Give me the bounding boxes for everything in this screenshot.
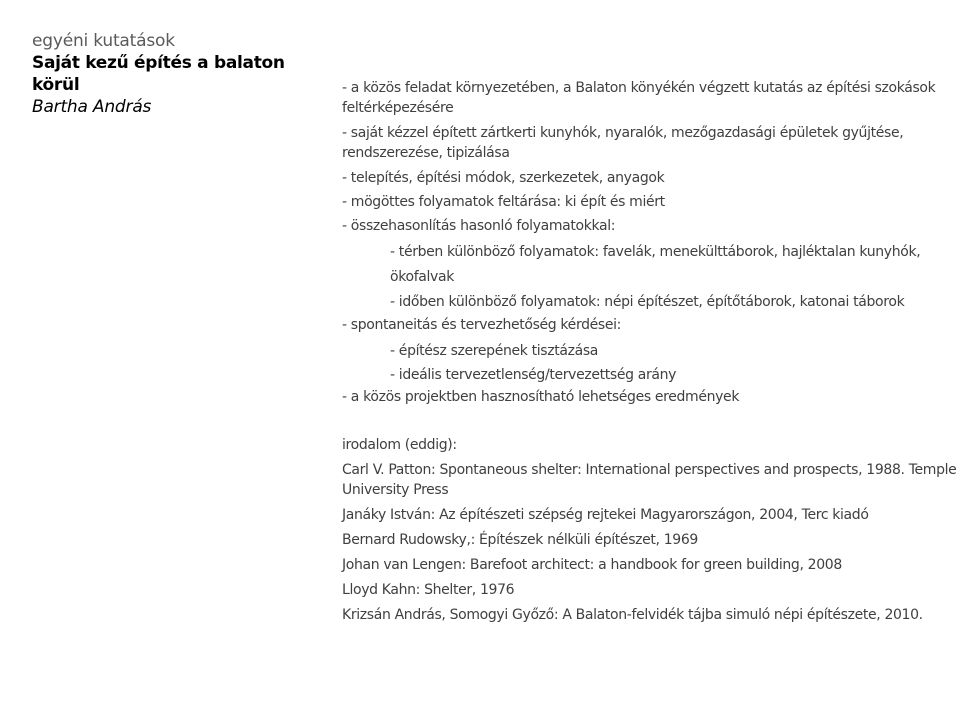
- point-item: - spontaneitás és tervezhetőség kérdései:: [342, 317, 622, 333]
- sub-point-item: - térben különböző folyamatok: favelák, menekülttáborok, hajléktalan kunyhók, ökofalvak: [390, 244, 921, 285]
- literature-ref: Lloyd Kahn: Shelter, 1976: [342, 582, 515, 598]
- point-item: - a közös feladat környezetében, a Balaton könyékén végzett kutatás az építési szokások feltérképezésére: [342, 80, 936, 116]
- point-item: - mögöttes folyamatok feltárása: ki épít és miért: [342, 194, 665, 210]
- literature-ref: Bernard Rudowsky,: Építészek nélküli építészet, 1969: [342, 532, 698, 548]
- literature-title: irodalom (eddig):: [342, 437, 457, 453]
- slide-header: [32, 30, 332, 118]
- point-item: - a közös projektben hasznosítható lehetséges eredmények: [342, 389, 740, 405]
- literature-ref: Carl V. Patton: Spontaneous shelter: International perspectives and prospects, 1988. Temple University Press: [342, 462, 957, 498]
- literature-ref: Johan van Lengen: Barefoot architect: a handbook for green building, 2008: [342, 557, 842, 573]
- literature-ref: Janáky István: Az építészeti szépség rejtekei Magyarországon, 2004, Terc kiadó: [342, 507, 869, 523]
- research-points: [342, 78, 958, 630]
- literature-ref: Krizsán András, Somogyi Győző: A Balaton-felvidék tájba simuló népi építészete, 2010.: [342, 607, 923, 623]
- point-item: - összehasonlítás hasonló folyamatokkal:: [342, 218, 616, 234]
- point-item: - telepítés, építési módok, szerkezetek, anyagok: [342, 170, 665, 186]
- point-item: - saját kézzel épített zártkerti kunyhók, nyaralók, mezőgazdasági épületek gyűjtése, rendszerezése, tipizálása: [342, 125, 904, 161]
- literature-section: [342, 435, 958, 625]
- sub-point-item: - építész szerepének tisztázása: [390, 343, 598, 359]
- sub-point-item: - ideális tervezetlenség/tervezettség arány: [390, 367, 677, 383]
- author-name: Bartha András: [32, 97, 152, 117]
- page-title: Saját kezű építés a balaton körül: [32, 53, 285, 95]
- category-label: egyéni kutatások: [32, 31, 175, 51]
- sub-point-item: - időben különböző folyamatok: népi építészet, építőtáborok, katonai táborok: [390, 294, 905, 310]
